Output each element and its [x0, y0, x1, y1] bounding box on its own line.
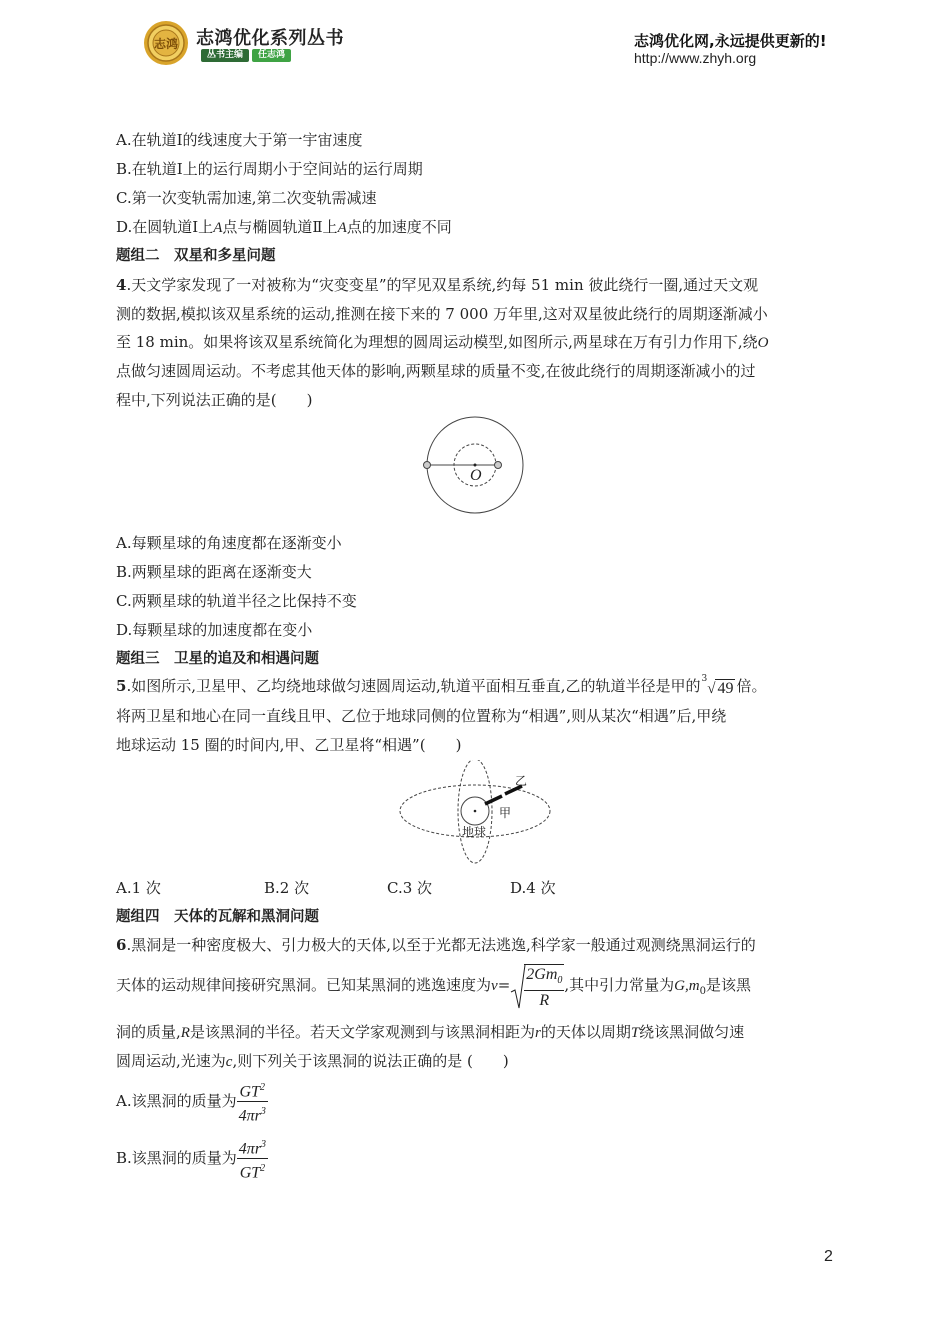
q5-line1: 5.如图所示,卫星甲、乙均绕地球做匀速圆周运动,轨道平面相互垂直,乙的轨道半径是甲的$^3$√ 49 倍。	[116, 674, 767, 697]
site-url[interactable]: http://www.zhyh.org	[634, 50, 757, 66]
q3-option-c: C.第一次变轨需加速,第二次变轨需减速	[116, 189, 377, 207]
page-header	[0, 0, 950, 80]
q5-line3: 地球运动 15 圈的时间内,甲、乙卫星将“相遇”( )	[116, 736, 462, 754]
group4-heading: 题组四 天体的瓦解和黑洞问题	[116, 909, 319, 925]
editor-badges	[201, 49, 291, 62]
site-slogan: 志鸿优化网,永远提供更新的!	[634, 32, 827, 50]
q3-option-d: D.在圆轨道Ⅰ上A点与椭圆轨道Ⅱ上A点的加速度不同	[116, 218, 452, 236]
center-o-label: O	[470, 467, 482, 484]
page-number: 2	[824, 1248, 833, 1265]
q5-option-b: B.2 次	[264, 879, 310, 897]
satellite-jia	[485, 796, 502, 804]
yi-label: 乙	[515, 774, 528, 788]
q3-option-a: A.在轨道Ⅰ的线速度大于第一宇宙速度	[116, 131, 363, 149]
q6-option-b: B.该黑洞的质量为 $\frac{4\pi r^3}{GT^2}$	[116, 1135, 268, 1183]
q5-option-d: D.4 次	[510, 879, 556, 897]
q4-option-b: B.两颗星球的距离在逐渐变大	[116, 563, 312, 581]
q6-line4: 圆周运动,光速为c,则下列关于该黑洞的说法正确的是 ( )	[116, 1052, 509, 1070]
chief-editor-badge: 丛书主编	[201, 49, 249, 62]
binary-star-figure	[420, 412, 530, 522]
q6-line1: 6.黑洞是一种密度极大、引力极大的天体,以至于光都无法逃逸,科学家一般通过观测绕黑洞运行的	[116, 936, 756, 954]
q4-option-c: C.两颗星球的轨道半径之比保持不变	[116, 592, 357, 610]
editor-name-badge: 任志鸿	[252, 49, 291, 62]
q6-option-a: A.该黑洞的质量为 $\frac{GT^2}{4\pi r^3}$	[116, 1078, 268, 1126]
q6-line3: 洞的质量,R是该黑洞的半径。若天文学家观测到与该黑洞相距为r的天体以周期T绕该黑洞做匀速	[116, 1023, 745, 1041]
earth-label: 地球	[462, 825, 487, 839]
jia-label: 甲	[499, 806, 512, 820]
q3-option-b: B.在轨道Ⅰ上的运行周期小于空间站的运行周期	[116, 160, 423, 178]
group2-heading: 题组二 双星和多星问题	[116, 248, 276, 264]
q5-option-a: A.1 次	[116, 879, 161, 897]
q4-line1: 4.天文学家发现了一对被称为“灾变变星”的罕见双星系统,约每 51 min 彼此绕行一圈,通过天文观	[116, 276, 759, 294]
mass-fraction-b: $\frac{4\pi r^3}{GT^2}$	[237, 1135, 268, 1183]
star-small	[495, 462, 502, 469]
mass-fraction-a: $\frac{GT^2}{4\pi r^3}$	[237, 1078, 268, 1126]
satellite-orbit-figure	[396, 760, 556, 866]
star-large	[424, 462, 431, 469]
cube-root-expression: $^3$√ 49	[701, 674, 734, 697]
q6-line2: 天体的运动规律间接研究黑洞。已知某黑洞的逃逸速度为v= $\frac{2Gm_0}{R}$ ,其中引力常量为$G,m_0$是该黑	[116, 962, 751, 1012]
q4-line2: 测的数据,模拟该双星系统的运动,推测在接下来的 7 000 万年里,这对双星彼此绕行的周期逐渐减小	[116, 305, 768, 323]
seal-text: 志鸿	[153, 37, 179, 51]
q5-option-c: C.3 次	[387, 879, 433, 897]
series-title: 志鸿优化系列丛书	[196, 28, 344, 49]
q4-line3: 至 18 min。如果将该双星系统简化为理想的圆周运动模型,如图所示,两星球在万有引力作用下,绕O	[116, 333, 769, 351]
escape-velocity-formula: $\frac{2Gm_0}{R}$	[510, 963, 564, 1009]
q4-option-a: A.每颗星球的角速度都在逐渐变小	[116, 534, 342, 552]
group3-heading: 题组三 卫星的追及和相遇问题	[116, 651, 319, 667]
q4-line4: 点做匀速圆周运动。不考虑其他天体的影响,两颗星球的质量不变,在彼此绕行的周期逐渐减小的过	[116, 362, 756, 380]
q4-option-d: D.每颗星球的加速度都在变小	[116, 621, 313, 639]
zhihong-seal-logo-icon	[143, 20, 189, 66]
q4-line5: 程中,下列说法正确的是( )	[116, 391, 313, 409]
q5-line2: 将两卫星和地心在同一直线且甲、乙位于地球同侧的位置称为“相遇”,则从某次“相遇”后,甲绕	[116, 707, 727, 725]
